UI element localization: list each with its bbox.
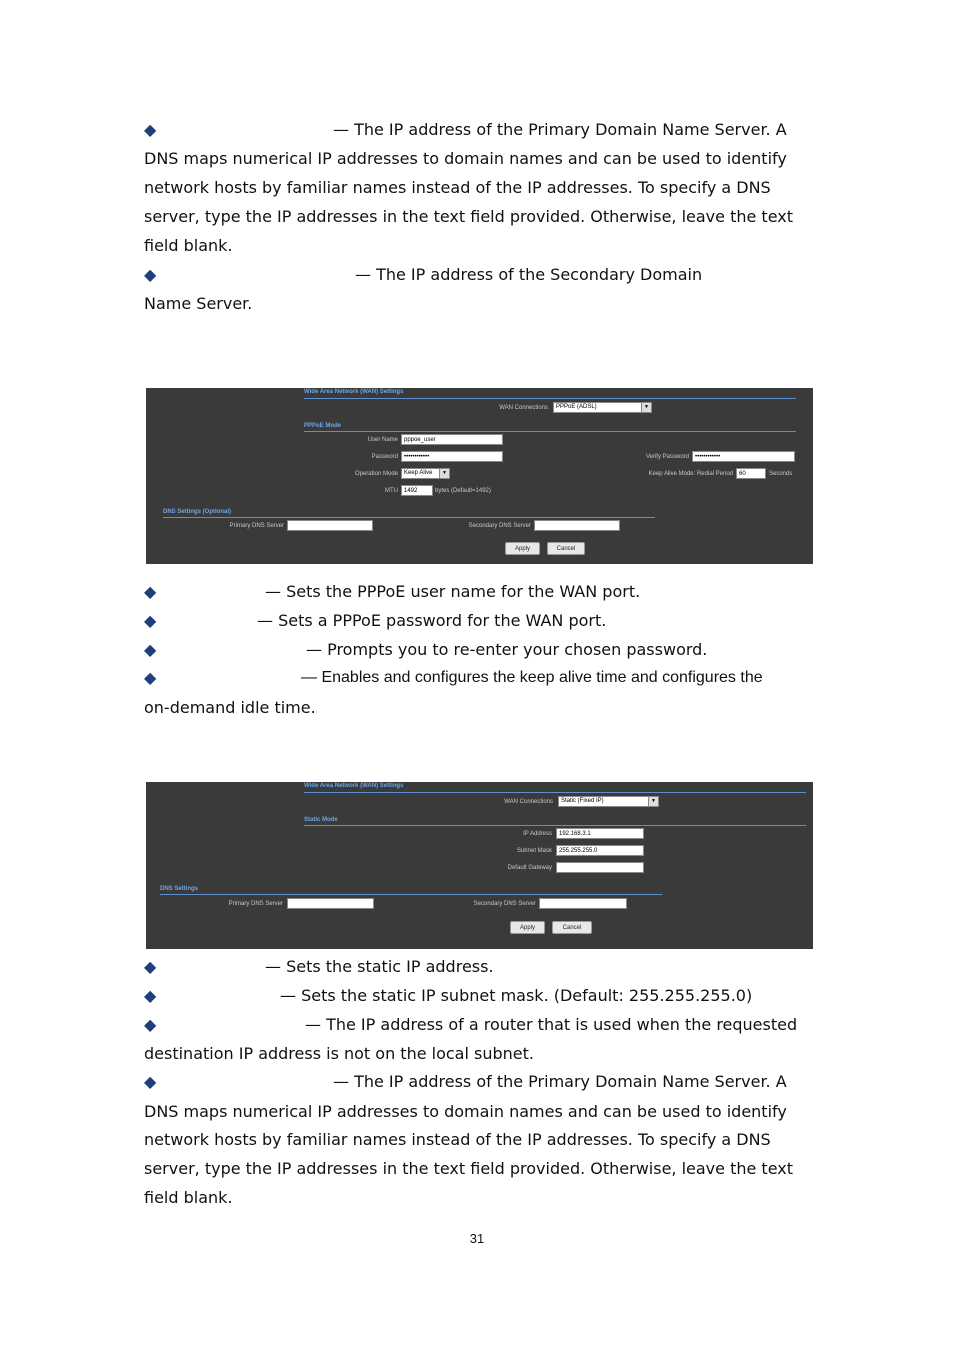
- keep-alive-desc-cont: on-demand idle time.: [144, 698, 316, 717]
- ip-address-input[interactable]: 192.168.3.1: [556, 828, 644, 839]
- mtu-note: bytes (Default=1492): [435, 488, 491, 494]
- primary-dns-input[interactable]: [287, 898, 374, 909]
- primary-dns-desc: — The IP address of the Primary Domain Name Server. A: [333, 120, 787, 139]
- section-divider: [163, 517, 655, 518]
- ip-address-desc: — Sets the static IP address.: [265, 957, 494, 976]
- default-gateway-input[interactable]: [556, 862, 644, 873]
- subnet-mask-desc: — Sets the static IP subnet mask. (Default: 255.255.255.0): [280, 986, 753, 1005]
- user-name-label: User Name: [367, 437, 398, 443]
- primary-dns-desc: — The IP address of the Primary Domain Name Server. A: [333, 1072, 787, 1091]
- chevron-down-icon: ▼: [641, 403, 651, 412]
- wan-connections-label: WAN Connections: [499, 405, 548, 411]
- operation-mode-select[interactable]: Keep Alive ▼: [401, 468, 450, 479]
- bullet-icon: ◆: [144, 265, 157, 284]
- secondary-dns-desc: — The IP address of the Secondary Domain: [355, 265, 703, 284]
- redial-period-input[interactable]: 60: [736, 468, 766, 479]
- apply-button[interactable]: Apply: [510, 921, 545, 934]
- primary-dns-desc-cont: DNS maps numerical IP addresses to domain names and can be used to identify: [144, 1102, 787, 1121]
- mtu-input[interactable]: 1492: [401, 485, 433, 496]
- primary-dns-desc-cont: DNS maps numerical IP addresses to domain names and can be used to identify: [144, 149, 787, 168]
- secondary-dns-input[interactable]: [539, 898, 627, 909]
- keep-alive-label: Keep Alive Mode: Redial Period: [648, 471, 733, 477]
- bullet-icon: ◆: [144, 1072, 157, 1091]
- bullet-icon: ◆: [144, 668, 157, 687]
- default-gateway-desc: — The IP address of a router that is used when the requested: [305, 1015, 798, 1034]
- cancel-button[interactable]: Cancel: [547, 542, 585, 555]
- user-name-input[interactable]: pppoe_user: [401, 434, 503, 445]
- section-divider: [304, 398, 796, 399]
- bullet-icon: ◆: [144, 611, 157, 630]
- default-gateway-label: Default Gateway: [507, 865, 552, 871]
- pppoe-mode-title: PPPoE Mode: [304, 423, 342, 429]
- wan-settings-title: Wide Area Network (WAN) Settings: [304, 389, 404, 395]
- bullet-icon: ◆: [144, 986, 157, 1005]
- primary-dns-desc-cont: network hosts by familiar names instead of the IP addresses. To specify a DNS: [144, 178, 771, 197]
- primary-dns-desc-cont: network hosts by familiar names instead of the IP addresses. To specify a DNS: [144, 1130, 771, 1149]
- keep-alive-desc: — Enables and configures the keep alive time and configures the: [301, 669, 763, 686]
- secondary-dns-label: Secondary DNS Server: [468, 523, 531, 529]
- apply-button[interactable]: Apply: [505, 542, 540, 555]
- wan-settings-title: Wide Area Network (WAN) Settings: [304, 783, 404, 789]
- chevron-down-icon: ▼: [648, 797, 658, 806]
- primary-dns-label: Primary DNS Server: [229, 523, 284, 529]
- verify-password-input[interactable]: ••••••••••••: [692, 451, 795, 462]
- static-mode-title: Static Mode: [304, 817, 338, 823]
- verify-password-desc: — Prompts you to re-enter your chosen password.: [306, 640, 708, 659]
- dns-settings-title: DNS Settings: [160, 886, 199, 892]
- section-divider: [160, 894, 662, 895]
- operation-mode-label: Operation Mode: [354, 471, 398, 477]
- wan-connections-select[interactable]: Static (Fixed IP) ▼: [558, 796, 659, 807]
- primary-dns-desc-cont: field blank.: [144, 1188, 233, 1207]
- bullet-icon: ◆: [144, 1015, 157, 1034]
- secondary-dns-input[interactable]: [534, 520, 620, 531]
- subnet-mask-label: Subnet Mask: [516, 848, 552, 854]
- primary-dns-desc-cont: server, type the IP addresses in the text field provided. Otherwise, leave the text: [144, 1159, 793, 1178]
- section-divider: [304, 431, 796, 432]
- ip-address-label: IP Address: [523, 831, 552, 837]
- page-number: 31: [469, 1231, 485, 1246]
- cancel-button[interactable]: Cancel: [552, 921, 592, 934]
- primary-dns-desc-cont: server, type the IP addresses in the text field provided. Otherwise, leave the text: [144, 207, 793, 226]
- password-label: Password: [371, 454, 398, 460]
- chevron-down-icon: ▼: [439, 469, 449, 478]
- pppoe-settings-panel: [146, 388, 813, 564]
- secondary-dns-label: Secondary DNS Server: [473, 901, 536, 907]
- seconds-unit: Seconds: [769, 471, 793, 477]
- section-divider: [304, 792, 806, 793]
- primary-dns-label: Primary DNS Server: [228, 901, 283, 907]
- bullet-icon: ◆: [144, 957, 157, 976]
- dns-settings-title: DNS Settings (Optional): [163, 509, 231, 515]
- default-gateway-desc-cont: destination IP address is not on the local subnet.: [144, 1044, 534, 1063]
- section-divider: [304, 825, 806, 826]
- primary-dns-desc-cont: field blank.: [144, 236, 233, 255]
- bullet-icon: ◆: [144, 582, 157, 601]
- bullet-icon: ◆: [144, 640, 157, 659]
- static-settings-panel: [146, 782, 813, 949]
- wan-connections-label: WAN Connections: [504, 799, 553, 805]
- password-desc: — Sets a PPPoE password for the WAN port.: [257, 611, 607, 630]
- user-name-desc: — Sets the PPPoE user name for the WAN port.: [265, 582, 641, 601]
- secondary-dns-desc-cont: Name Server.: [144, 294, 253, 313]
- mtu-label: MTU: [385, 488, 398, 494]
- bullet-icon: ◆: [144, 120, 157, 139]
- wan-connections-select[interactable]: PPPoE (ADSL) ▼: [553, 402, 652, 413]
- subnet-mask-input[interactable]: 255.255.255.0: [556, 845, 644, 856]
- primary-dns-input[interactable]: [287, 520, 373, 531]
- password-input[interactable]: ••••••••••••: [401, 451, 503, 462]
- verify-password-label: Verify Password: [645, 454, 689, 460]
